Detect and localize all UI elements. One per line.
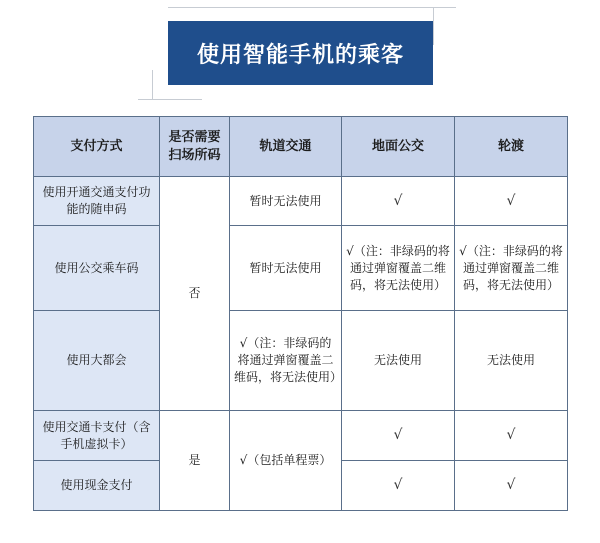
row-label-metro-app: 使用大都会 bbox=[34, 311, 160, 411]
row-label-cash: 使用现金支付 bbox=[34, 461, 160, 511]
header-rail: 轨道交通 bbox=[230, 117, 342, 177]
bus-r4: √ bbox=[342, 411, 455, 461]
rail-r2: 暂时无法使用 bbox=[230, 226, 342, 311]
bus-r2: √（注：非绿码的将通过弹窗覆盖二维码，将无法使用） bbox=[342, 226, 455, 311]
row-label-suishen: 使用开通交通支付功能的随申码 bbox=[34, 177, 160, 226]
header-bus: 地面公交 bbox=[342, 117, 455, 177]
decor-line-right bbox=[433, 7, 434, 45]
bus-r1: √ bbox=[342, 177, 455, 226]
rail-r3: √（注：非绿码的将通过弹窗覆盖二维码，将无法使用） bbox=[230, 311, 342, 411]
header-payment-method: 支付方式 bbox=[34, 117, 160, 177]
row-label-transit-card: 使用交通卡支付（含手机虚拟卡） bbox=[34, 411, 160, 461]
scan-yes: 是 bbox=[160, 411, 230, 511]
ferry-r3: 无法使用 bbox=[455, 311, 568, 411]
rail-r1: 暂时无法使用 bbox=[230, 177, 342, 226]
page-title: 使用智能手机的乘客 bbox=[168, 21, 433, 85]
row-label-bus-code: 使用公交乘车码 bbox=[34, 226, 160, 311]
payment-table bbox=[33, 116, 568, 511]
scan-no: 否 bbox=[160, 177, 230, 411]
ferry-r1: √ bbox=[455, 177, 568, 226]
ferry-r2: √（注：非绿码的将通过弹窗覆盖二维码，将无法使用） bbox=[455, 226, 568, 311]
ferry-r4: √ bbox=[455, 411, 568, 461]
header-ferry: 轮渡 bbox=[455, 117, 568, 177]
decor-line-bottom bbox=[138, 99, 202, 100]
decor-line-top bbox=[168, 7, 456, 8]
header-scan-required: 是否需要扫场所码 bbox=[160, 117, 230, 177]
ferry-r5: √ bbox=[455, 461, 568, 511]
bus-r5: √ bbox=[342, 461, 455, 511]
bus-r3: 无法使用 bbox=[342, 311, 455, 411]
rail-r45: √（包括单程票） bbox=[230, 411, 342, 511]
decor-line-left bbox=[152, 70, 153, 100]
